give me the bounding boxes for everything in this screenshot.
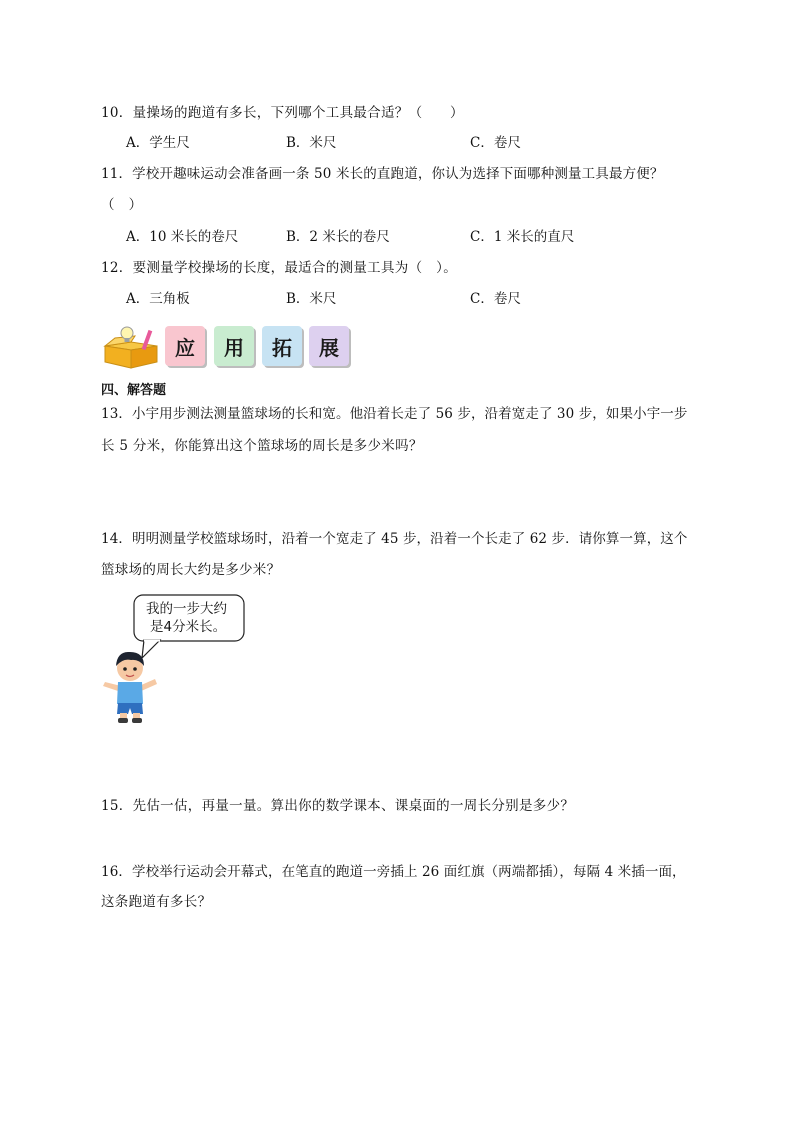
- question-13-line-2: 长 5 分米，你能算出这个篮球场的周长是多少米吗？: [101, 438, 423, 454]
- section-banner: [101, 324, 363, 370]
- q11-option-b: B．2 米长的卷尺: [286, 229, 390, 245]
- question-10-stem: 10．量操场的跑道有多长，下列哪个工具最合适？（ ）: [101, 105, 464, 121]
- question-14-line-1: 14．明明测量学校篮球场时，沿着一个宽走了 45 步，沿着一个长走了 62 步．请你算一算，这个: [101, 531, 688, 547]
- question-14-line-2: 篮球场的周长大约是多少米？: [101, 562, 281, 578]
- boy-illustration: [99, 646, 161, 724]
- banner-char-3: 拓: [262, 326, 302, 366]
- q10-option-a: A．学生尺: [126, 135, 190, 151]
- q10-option-c: C．卷尺: [470, 135, 521, 151]
- q12-option-a: A．三角板: [126, 291, 190, 307]
- question-16-line-2: 这条跑道有多长？: [101, 894, 212, 910]
- banner-char-1: 应: [165, 326, 205, 366]
- bubble-line-2: 是4分米长。: [150, 619, 227, 635]
- q10-option-b: B．米尺: [286, 135, 337, 151]
- q12-option-c: C．卷尺: [470, 291, 521, 307]
- q11-option-c: C．1 米长的直尺: [470, 229, 575, 245]
- section-heading: 四、解答题: [101, 383, 167, 398]
- bubble-line-1: 我的一步大约: [146, 601, 227, 617]
- question-16-line-1: 16．学校举行运动会开幕式，在笔直的跑道一旁插上 26 面红旗（两端都插），每隔 4 米插一面，: [101, 864, 686, 880]
- question-15-line-1: 15．先估一估，再量一量。算出你的数学课本、课桌面的一周长分别是多少？: [101, 798, 575, 814]
- toolbox-lightbulb-icon: [101, 324, 161, 370]
- question-11-paren: （ ）: [101, 197, 143, 213]
- question-11-stem: 11．学校开趣味运动会准备画一条 50 米长的直跑道，你认为选择下面哪种测量工具最方便？: [101, 166, 664, 182]
- banner-char-2: 用: [214, 326, 254, 366]
- question-13-line-1: 13．小宇用步测法测量篮球场的长和宽。他沿着长走了 56 步，沿着宽走了 30 步，如果小宇一步: [101, 406, 688, 422]
- question-12-stem: 12．要测量学校操场的长度，最适合的测量工具为（ ）。: [101, 260, 458, 276]
- speech-bubble-text: [146, 600, 227, 636]
- q12-option-b: B．米尺: [286, 291, 337, 307]
- banner-char-4: 展: [309, 326, 349, 366]
- q11-option-a: A．10 米长的卷尺: [126, 229, 239, 245]
